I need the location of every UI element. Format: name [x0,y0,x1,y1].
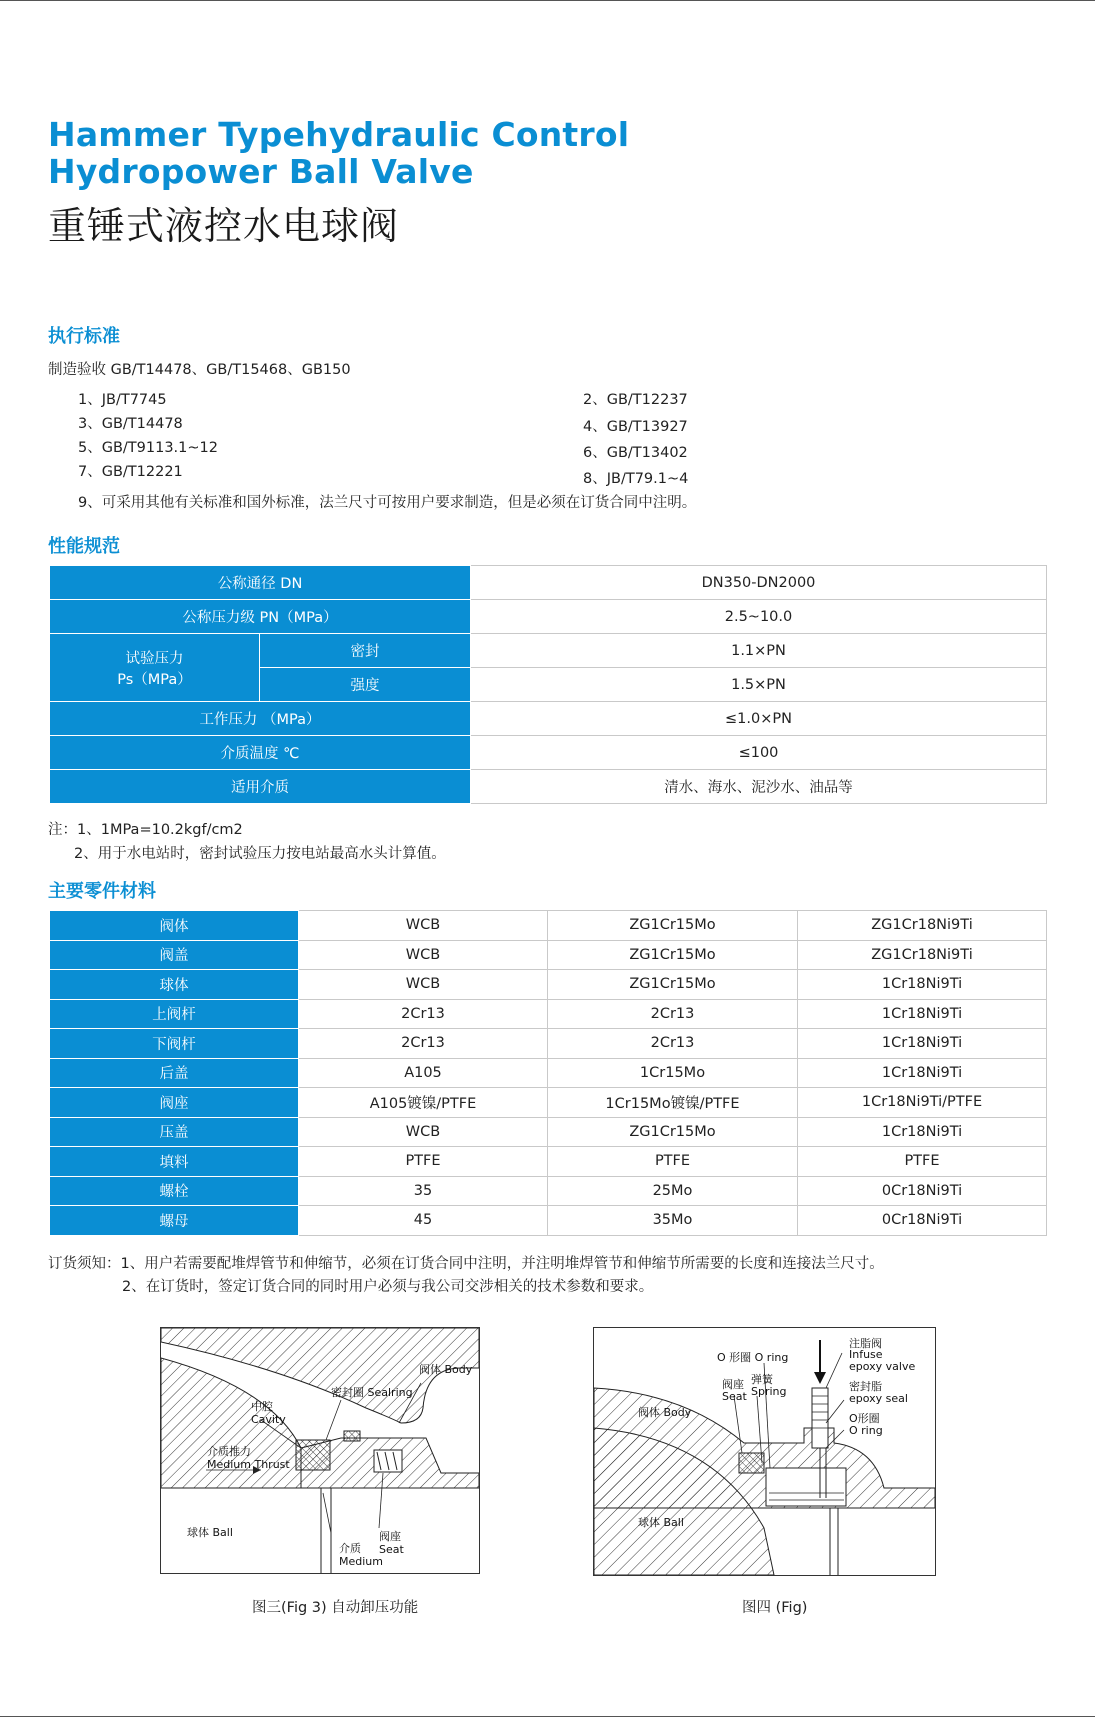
material-cell: 1Cr15Mo镀镍/PTFE [548,1088,798,1118]
perf-label: 公称压力级 PN（MPa） [50,600,471,634]
fig3-label-body: 阀体 Body [419,1363,473,1376]
fig4-label-oring-top: O 形圈 O ring [717,1351,789,1364]
material-cell: A105 [299,1058,548,1088]
material-cell: ZG1Cr18Ni9Ti [798,940,1047,970]
title-en-line1: Hammer Typehydraulic Control [48,115,630,154]
material-cell: 1Cr18Ni9Ti [798,1029,1047,1059]
material-cell: WCB [299,940,548,970]
performance-note-2: 2、用于水电站时，密封试验压力按电站最高水头计算值。 [74,846,446,862]
fig3-label-cavity-en: Cavity [251,1413,286,1426]
perf-sublabel: 强度 [260,668,471,702]
perf-label: 公称通径 DN [50,566,471,600]
fig3-label-seat-en: Seat [379,1543,404,1556]
perf-value: ≤1.0×PN [471,702,1047,736]
fig4-label-infuse-cn: 注脂阀 [849,1337,882,1350]
material-part: 压盖 [50,1117,299,1147]
material-part: 填料 [50,1147,299,1177]
table-row [50,970,1047,1000]
material-cell: ZG1Cr15Mo [548,1117,798,1147]
material-part: 螺母 [50,1206,299,1236]
fig4-label-seal-cn: 密封脂 [849,1380,882,1393]
fig4-label-seal-en: epoxy seal [849,1392,908,1405]
fig3-label-seat-cn: 阀座 [379,1530,401,1543]
material-cell: ZG1Cr15Mo [548,940,798,970]
fig3-label-ball: 球体 Ball [187,1526,233,1539]
table-row [50,1206,1047,1236]
fig4-label-oring-en: O ring [849,1424,883,1437]
performance-table [49,565,1047,804]
fig3-seat [374,1450,402,1472]
materials-table [49,910,1047,1236]
material-cell: 1Cr18Ni9Ti [798,970,1047,1000]
fig4-label-seat-en: Seat [722,1390,747,1403]
material-cell: 1Cr15Mo [548,1058,798,1088]
fig4-seat [739,1453,764,1473]
table-row [50,702,1047,736]
standards-intro: 制造验收 GB/T14478、GB/T15468、GB150 [48,362,351,378]
material-cell: 45 [299,1206,548,1236]
order-note-2: 2、在订货时，签定订货合同的同时用户必须与我公司交涉相关的技术参数和要求。 [122,1279,654,1295]
top-rule [0,0,1095,1]
perf-value: 1.1×PN [471,634,1047,668]
order-note-1: 订货须知：1、用户若需要配堆焊管节和伸缩节，必须在订货合同中注明，并注明堆焊管节和伸缩节所需要的长度和连接法兰尺寸。 [48,1256,884,1272]
fig3-label-cavity-cn: 中腔 [251,1400,273,1413]
materials-heading: 主要零件材料 [48,881,156,902]
material-cell: 1Cr18Ni9Ti [798,1058,1047,1088]
fig4-label-infuse-en2: epoxy valve [849,1360,916,1373]
material-part: 球体 [50,970,299,1000]
material-cell: WCB [299,970,548,1000]
perf-label: 工作压力 （MPa） [50,702,471,736]
fig3-label-medium-en: Medium [339,1555,383,1568]
fig3-label-medium-cn: 介质 [339,1542,361,1555]
material-part: 阀体 [50,911,299,941]
material-cell: 0Cr18Ni9Ti [798,1176,1047,1206]
table-row [50,940,1047,970]
table-row [50,1029,1047,1059]
fig3-label-thrust-en: Medium Thrust [207,1458,290,1471]
table-row [50,634,1047,668]
table-row [50,1147,1047,1177]
material-cell: ZG1Cr18Ni9Ti [798,911,1047,941]
standard-note-9: 9、可采用其他有关标准和国外标准，法兰尺寸可按用户要求制造，但是必须在订货合同中注明。 [78,495,697,511]
perf-value: 清水、海水、泥沙水、油品等 [471,770,1047,804]
fig4-label-seat-cn: 阀座 [722,1378,744,1391]
fig4-valve-stem [812,1388,828,1448]
material-cell: WCB [299,1117,548,1147]
perf-label-test [50,634,260,702]
figure-4-caption: 图四 (Fig) [742,1600,808,1616]
title-en-line2: Hydropower Ball Valve [48,152,474,191]
table-row [50,1176,1047,1206]
perf-sublabel: 密封 [260,634,471,668]
standard-item: 4、GB/T13927 [583,419,688,435]
material-cell: 0Cr18Ni9Ti [798,1206,1047,1236]
material-cell: ZG1Cr15Mo [548,970,798,1000]
material-part: 后盖 [50,1058,299,1088]
material-cell: PTFE [548,1147,798,1177]
fig4-label-oring-cn: O形圈 [849,1412,880,1425]
material-cell: 35Mo [548,1206,798,1236]
material-cell: PTFE [299,1147,548,1177]
fig4-label-infuse-en1: Infuse [849,1348,883,1361]
fig4-label-spring-en: Spring [751,1385,787,1398]
standard-item: 3、GB/T14478 [78,416,183,432]
standard-item: 7、GB/T12221 [78,464,183,480]
figure-3-caption: 图三(Fig 3) 自动卸压功能 [252,1600,419,1616]
material-cell: 2Cr13 [299,1029,548,1059]
performance-note-1: 注：1、1MPa=10.2kgf/cm2 [48,822,243,838]
fig3-seal-small [344,1431,360,1441]
standard-item: 5、GB/T9113.1~12 [78,440,218,456]
table-row [50,1058,1047,1088]
fig4-label-body: 阀体 Body [638,1406,692,1419]
perf-value: DN350-DN2000 [471,566,1047,600]
material-cell: PTFE [798,1147,1047,1177]
test-label-line1: 试验压力 [125,650,184,667]
figure-4-diagram [593,1327,936,1576]
material-cell: 1Cr18Ni9Ti [798,1117,1047,1147]
standard-item: 2、GB/T12237 [583,392,688,408]
material-cell: 2Cr13 [548,1029,798,1059]
test-label-line2: Ps（MPa） [117,671,192,688]
perf-value: ≤100 [471,736,1047,770]
performance-heading: 性能规范 [48,536,120,557]
material-cell: WCB [299,911,548,941]
fig4-label-ball: 球体 Ball [638,1516,684,1529]
standard-item: 1、JB/T7745 [78,392,167,408]
perf-value: 1.5×PN [471,668,1047,702]
fig3-sealring [296,1440,330,1470]
fig3-label-thrust-cn: 介质推力 [207,1445,251,1458]
perf-value: 2.5~10.0 [471,600,1047,634]
table-row [50,999,1047,1029]
perf-label: 介质温度 ℃ [50,736,471,770]
table-row [50,1088,1047,1118]
material-part: 上阀杆 [50,999,299,1029]
material-cell: 35 [299,1176,548,1206]
title-chinese: 重锤式液控水电球阀 [48,204,400,248]
material-part: 阀座 [50,1088,299,1118]
table-row [50,911,1047,941]
material-cell: 2Cr13 [299,999,548,1029]
table-row [50,770,1047,804]
material-cell: A105镀镍/PTFE [299,1088,548,1118]
table-row [50,600,1047,634]
table-row [50,736,1047,770]
standard-item: 6、GB/T13402 [583,445,688,461]
figure-3-diagram [160,1327,480,1574]
material-part: 阀盖 [50,940,299,970]
material-cell: 2Cr13 [548,999,798,1029]
material-cell: 1Cr18Ni9Ti [798,999,1047,1029]
material-part: 螺栓 [50,1176,299,1206]
material-part: 下阀杆 [50,1029,299,1059]
standards-heading: 执行标准 [48,326,120,347]
fig3-label-sealring: 密封圈 Sealring [331,1386,413,1399]
table-row [50,1117,1047,1147]
title-english [48,116,629,190]
table-row [50,566,1047,600]
material-cell: 25Mo [548,1176,798,1206]
bottom-rule [0,1716,1095,1717]
fig4-label-spring-cn: 弹簧 [751,1373,773,1386]
material-cell: ZG1Cr15Mo [548,911,798,941]
perf-label: 适用介质 [50,770,471,804]
standard-item: 8、JB/T79.1~4 [583,471,689,487]
material-cell: 1Cr18Ni9Ti/PTFE [798,1088,1047,1118]
